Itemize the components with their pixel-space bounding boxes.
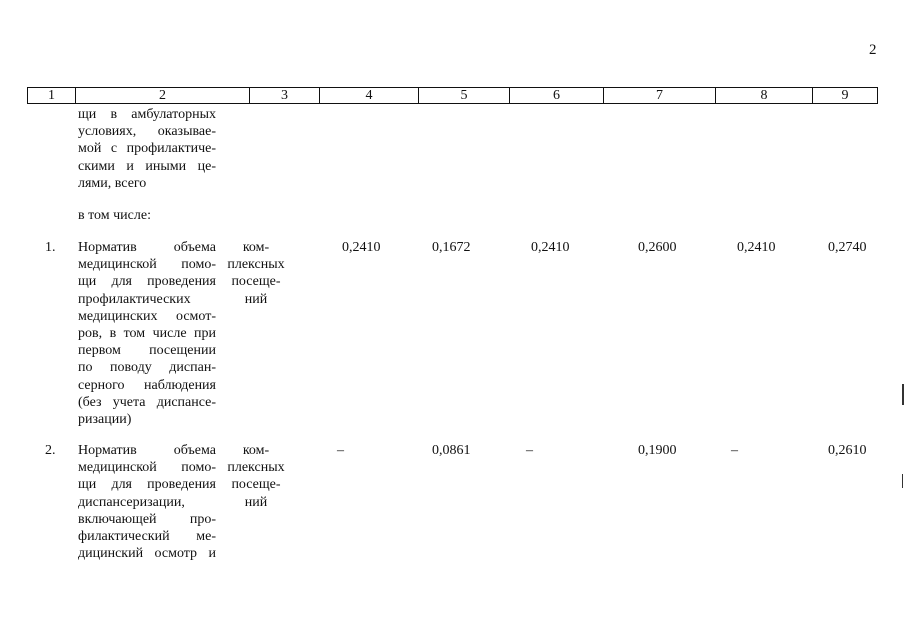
unit-line: ний bbox=[244, 291, 268, 307]
description-line: медицинской помо- bbox=[78, 460, 216, 476]
description-line: ризации) bbox=[78, 412, 132, 428]
row-1-value-col4: 0,2410 bbox=[342, 240, 381, 255]
column-number-header bbox=[27, 87, 878, 104]
unit-line: ком- bbox=[242, 240, 270, 255]
row-1-unit bbox=[223, 239, 289, 308]
description-line: профилактических bbox=[78, 291, 191, 307]
unit-line: ком- bbox=[242, 443, 270, 458]
description-line: щи для проведения bbox=[78, 274, 216, 290]
column-number-2: 2 bbox=[75, 88, 249, 103]
column-number-1: 1 bbox=[48, 88, 55, 103]
subheading: в том числе: bbox=[78, 208, 151, 223]
row-1-value-col5: 0,1672 bbox=[432, 240, 471, 255]
scan-mark bbox=[902, 474, 903, 488]
description-line: включающей про- bbox=[78, 511, 216, 527]
row-2-index: 2. bbox=[45, 443, 56, 458]
unit-line: плексных bbox=[227, 257, 285, 273]
description-line: щи для проведения bbox=[78, 477, 216, 493]
column-number-8: 8 bbox=[715, 88, 812, 103]
continuation-line: лями, всего bbox=[78, 175, 147, 191]
row-1-index: 1. bbox=[45, 240, 56, 255]
unit-line: ний bbox=[244, 494, 268, 510]
description-line: (без учета диспансе- bbox=[78, 394, 216, 410]
column-number-3: 3 bbox=[249, 88, 319, 103]
row-2-value-col5: 0,0861 bbox=[432, 443, 471, 458]
description-line: диспансеризации, bbox=[78, 494, 185, 510]
continuation-line: скими и иными це- bbox=[78, 158, 216, 174]
column-number-5: 5 bbox=[418, 88, 509, 103]
description-line: Норматив объема bbox=[78, 240, 216, 255]
description-line: медицинских осмот- bbox=[78, 308, 216, 324]
description-line: первом посещении bbox=[78, 343, 216, 359]
row-2-unit bbox=[223, 442, 289, 511]
row-2-value-col8: – bbox=[731, 443, 738, 458]
page-number: 2 bbox=[869, 42, 877, 58]
row-2-description bbox=[78, 442, 216, 562]
row-2-value-col7: 0,1900 bbox=[638, 443, 677, 458]
row-2-value-col6: – bbox=[526, 443, 533, 458]
row-2-value-col4: – bbox=[337, 443, 344, 458]
column-number-7: 7 bbox=[603, 88, 715, 103]
continuation-line: мой с профилактиче- bbox=[78, 141, 216, 157]
unit-line: посеще- bbox=[231, 477, 281, 493]
row-1-value-col9: 0,2740 bbox=[828, 240, 867, 255]
unit-line: плексных bbox=[227, 460, 285, 476]
description-line: Норматив объема bbox=[78, 443, 216, 458]
row-1-value-col7: 0,2600 bbox=[638, 240, 677, 255]
row-1-value-col6: 0,2410 bbox=[531, 240, 570, 255]
column-number-4: 4 bbox=[319, 88, 418, 103]
description-line: серного наблюдения bbox=[78, 377, 216, 393]
scan-mark bbox=[902, 384, 904, 405]
column-number-6: 6 bbox=[509, 88, 603, 103]
row-1-description bbox=[78, 239, 216, 428]
unit-line: посеще- bbox=[231, 274, 281, 290]
column-number-9: 9 bbox=[812, 88, 877, 103]
description-line: дицинский осмотр и bbox=[78, 546, 216, 562]
description-line: филактический ме- bbox=[78, 529, 216, 545]
continuation-line: условиях, оказывае- bbox=[78, 124, 216, 140]
continuation-line: щи в амбулаторных bbox=[78, 107, 216, 122]
description-line: медицинской помо- bbox=[78, 257, 216, 273]
description-line: по поводу диспан- bbox=[78, 360, 216, 376]
row-2-value-col9: 0,2610 bbox=[828, 443, 867, 458]
row-1-value-col8: 0,2410 bbox=[737, 240, 776, 255]
description-line: ров, в том числе при bbox=[78, 326, 216, 342]
continuation-text bbox=[78, 106, 216, 192]
